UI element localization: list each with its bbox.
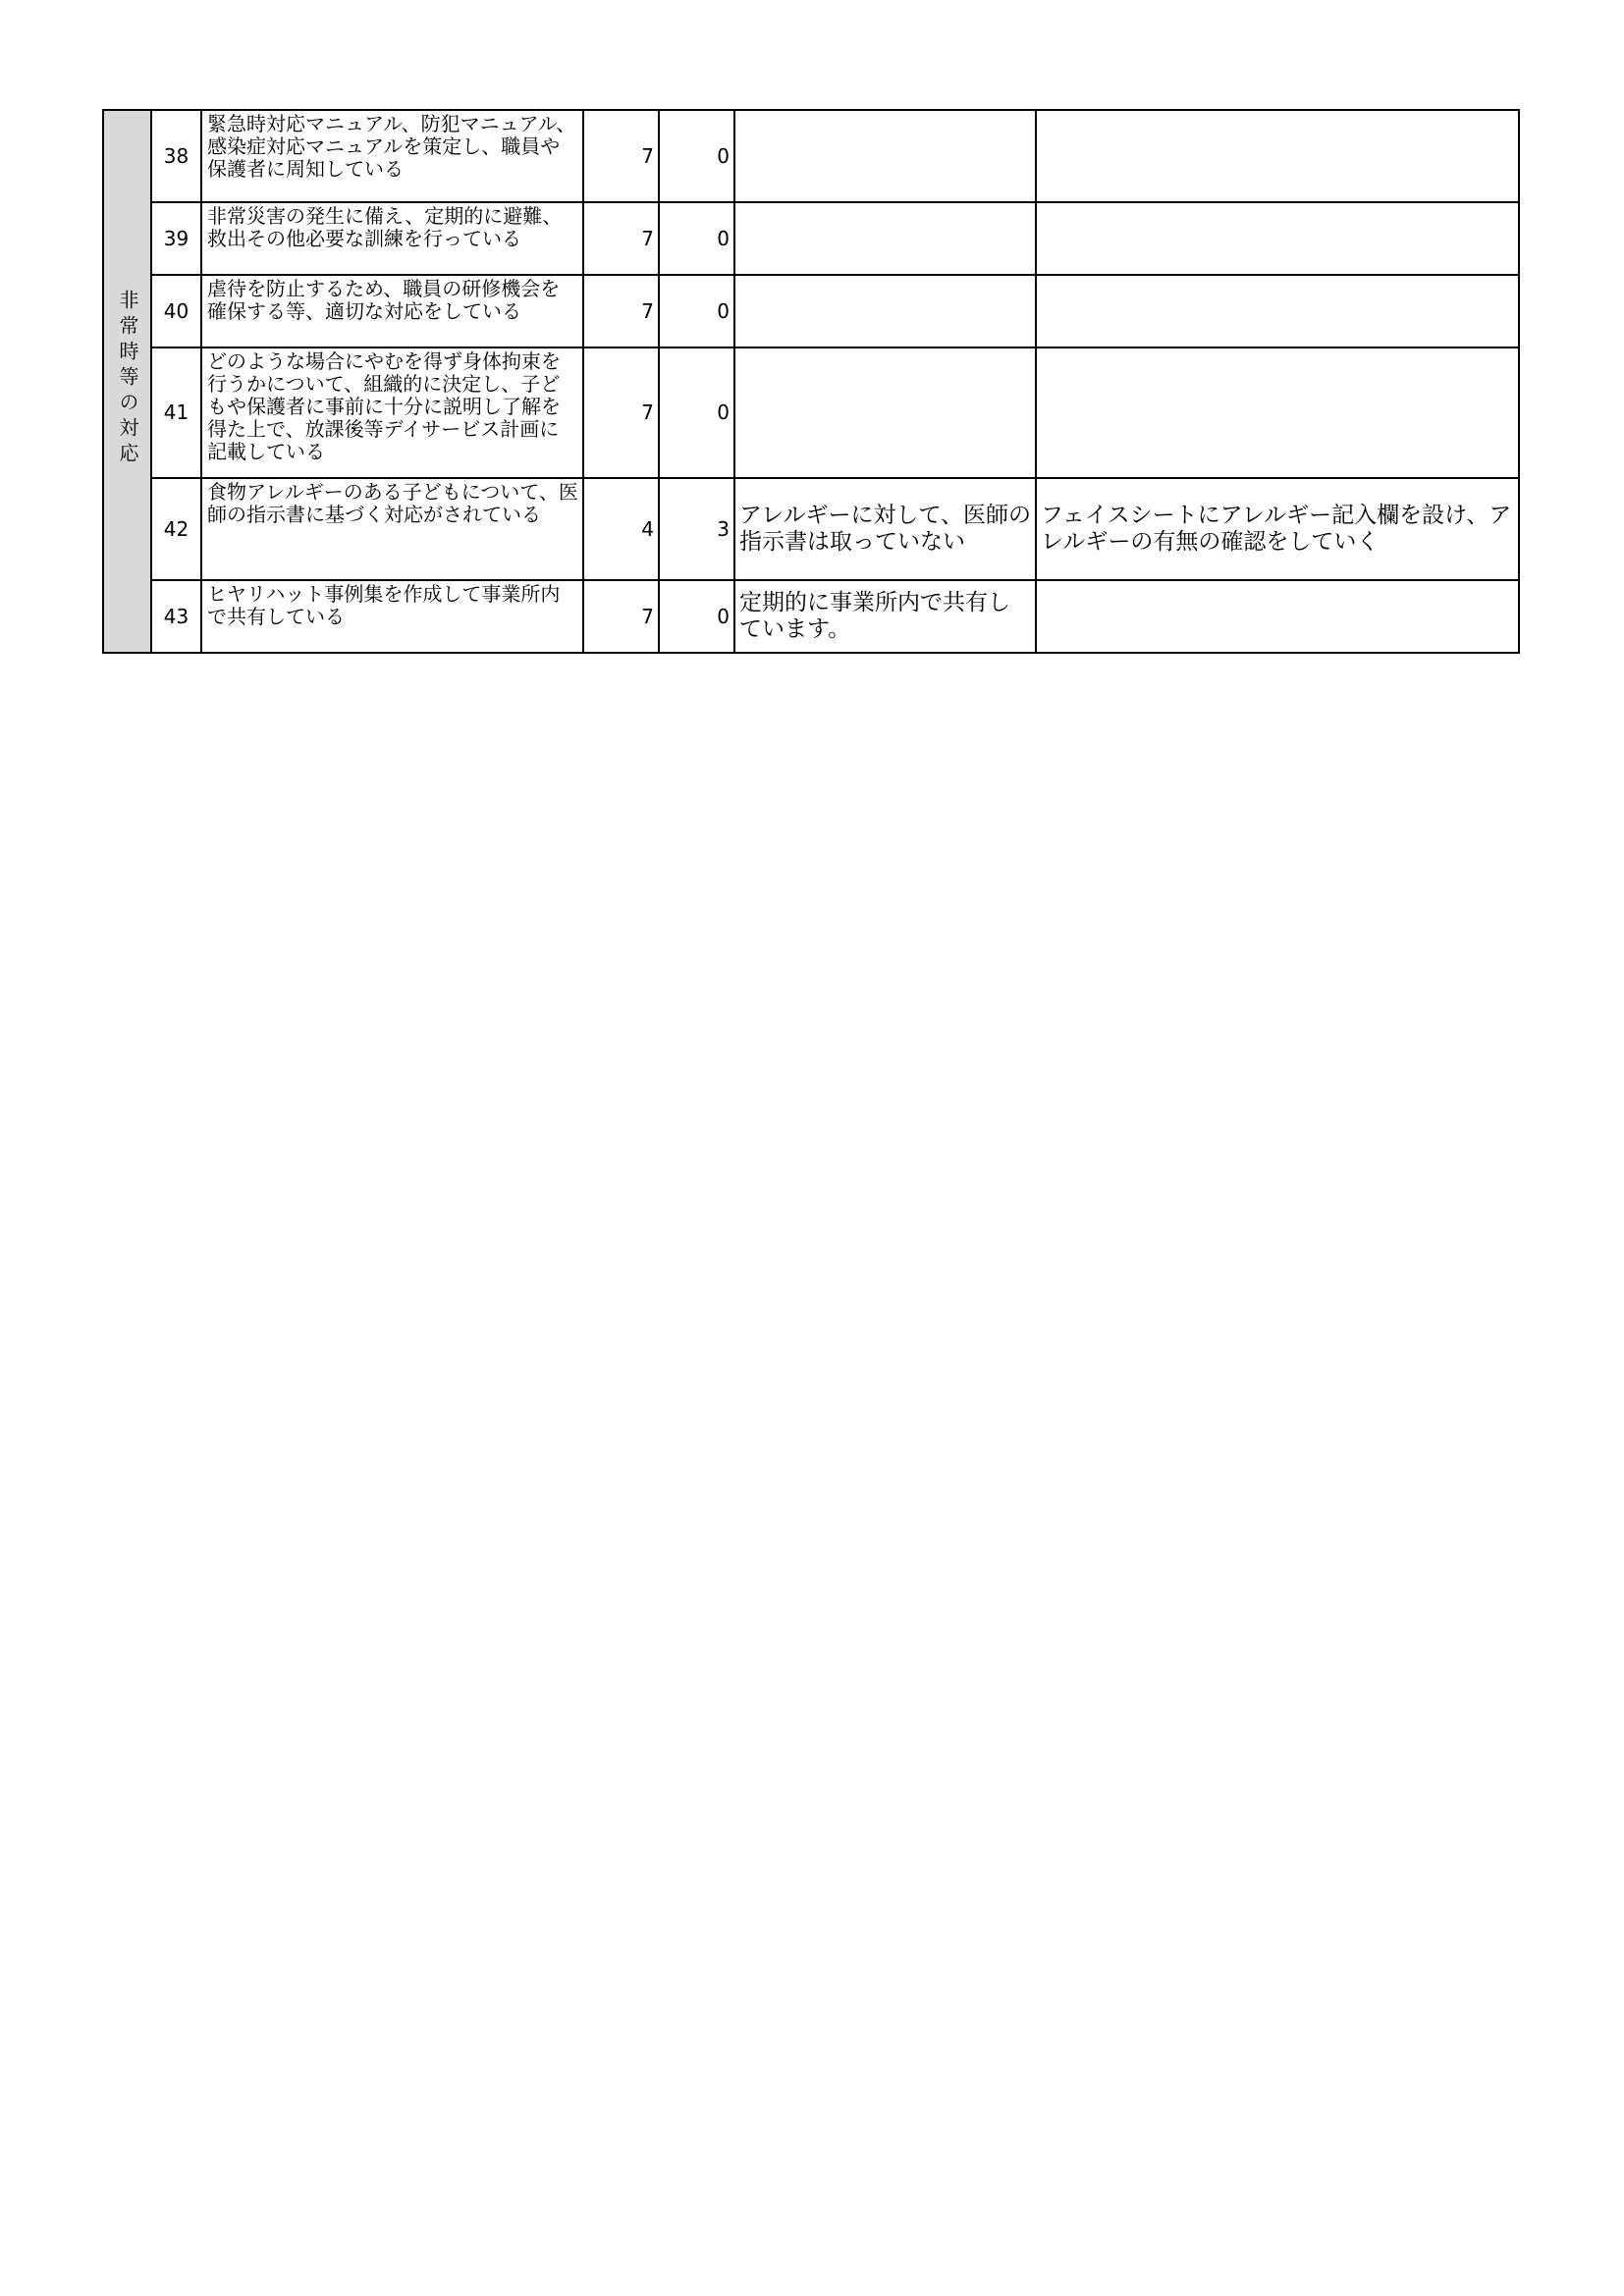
table-row [103,202,1519,275]
category-label: 非常時等の対応 [116,290,139,468]
yes-count: 7 [583,580,659,653]
improvement-cell: フェイスシートにアレルギー記入欄を設け、アレルギーの有無の確認をしていく [1036,478,1519,580]
item-text: どのような場合にやむを得ず身体拘束を行うかについて、組織的に決定し、子どもや保護者に事前に十分に説明し了解を得た上で、放課後等デイサービス計画に記載している [201,347,583,478]
yes-count: 4 [583,478,659,580]
comment-cell: アレルギーに対して、医師の指示書は取っていない [734,478,1036,580]
comment-cell: 定期的に事業所内で共有しています。 [734,580,1036,653]
comment-cell [734,110,1036,202]
table-row [103,580,1519,653]
improvement-cell [1036,110,1519,202]
improvement-cell [1036,347,1519,478]
no-count: 0 [659,275,734,347]
no-count: 0 [659,110,734,202]
yes-count: 7 [583,347,659,478]
no-count: 0 [659,347,734,478]
no-count: 0 [659,202,734,275]
table-row [103,478,1519,580]
row-number: 40 [151,275,201,347]
yes-count: 7 [583,202,659,275]
comment-cell [734,347,1036,478]
improvement-cell [1036,202,1519,275]
row-number: 43 [151,580,201,653]
row-number: 42 [151,478,201,580]
table-row [103,275,1519,347]
yes-count: 7 [583,275,659,347]
item-text: 虐待を防止するため、職員の研修機会を確保する等、適切な対応をしている [201,275,583,347]
category-cell [103,110,151,653]
row-number: 38 [151,110,201,202]
improvement-cell [1036,275,1519,347]
item-text: 非常災害の発生に備え、定期的に避難、救出その他必要な訓練を行っている [201,202,583,275]
improvement-cell [1036,580,1519,653]
comment-cell [734,275,1036,347]
comment-cell [734,202,1036,275]
item-text: ヒヤリハット事例集を作成して事業所内で共有している [201,580,583,653]
row-number: 39 [151,202,201,275]
no-count: 0 [659,580,734,653]
table-row [103,347,1519,478]
item-text: 食物アレルギーのある子どもについて、医師の指示書に基づく対応がされている [201,478,583,580]
no-count: 3 [659,478,734,580]
row-number: 41 [151,347,201,478]
table-row [103,110,1519,202]
evaluation-table [102,109,1520,654]
item-text: 緊急時対応マニュアル、防犯マニュアル、感染症対応マニュアルを策定し、職員や保護者に周知している [201,110,583,202]
yes-count: 7 [583,110,659,202]
